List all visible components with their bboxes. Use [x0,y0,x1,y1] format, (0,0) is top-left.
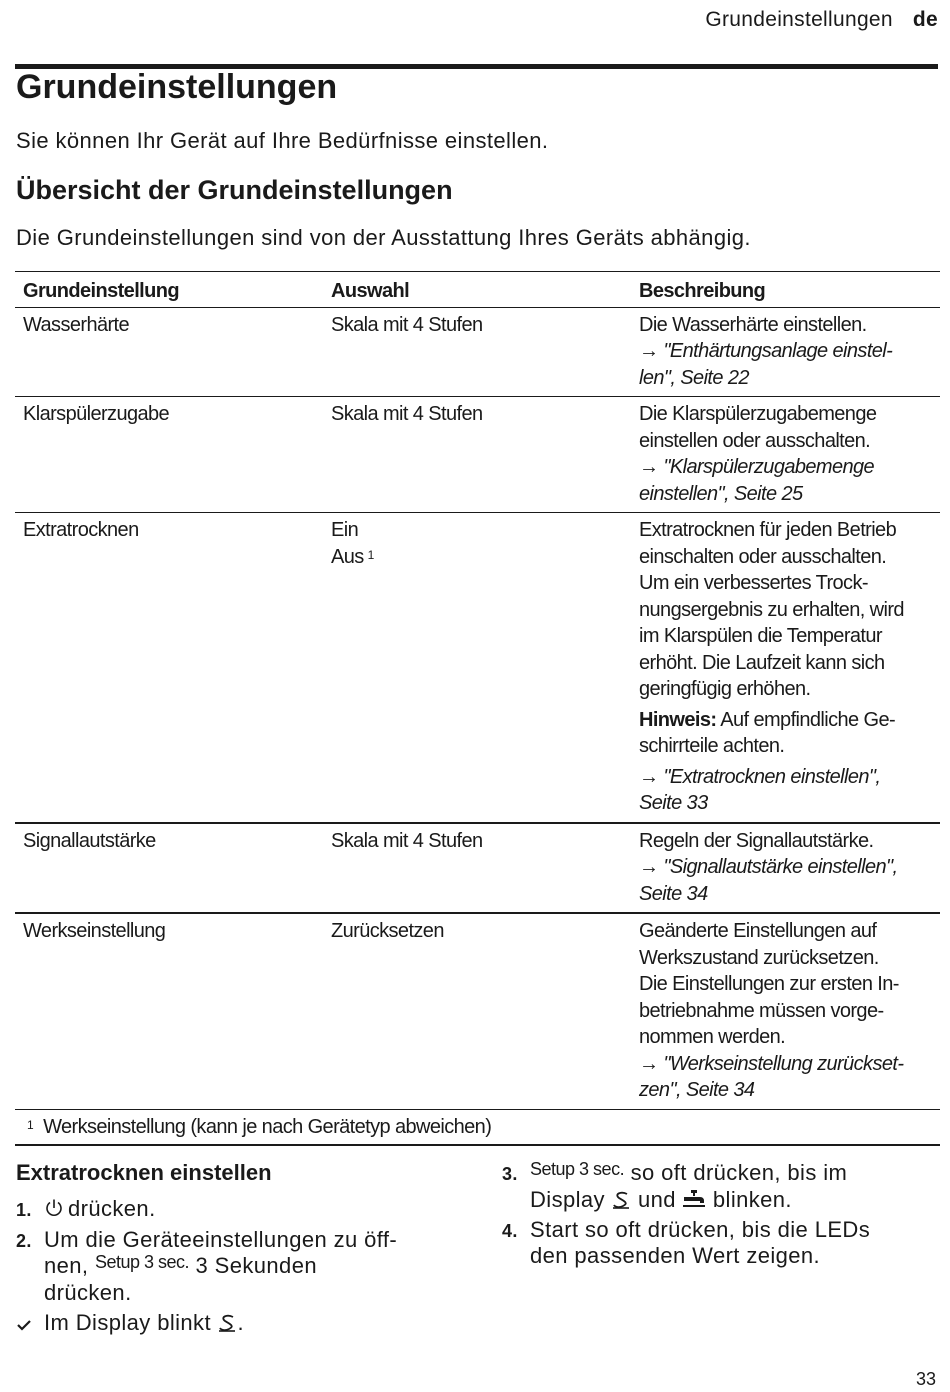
setting-name: Signallautstärke [23,829,156,852]
intro-text: Sie können Ihr Gerät auf Ihre Bedürfnisse einstellen. [16,128,549,153]
step-text: Um die Geräteeinstellungen zu öff- [44,1227,398,1252]
column-header: Auswahl [331,280,410,302]
cross-reference-link[interactable]: len", Seite 22 [639,366,749,389]
step-text-line [44,1196,456,1222]
cross-reference-link[interactable]: → "Extratrocknen einstellen", [639,765,881,788]
cross-reference-link[interactable]: → "Werkseinstellung zurückset- [639,1052,904,1075]
setting-choice: Skala mit 4 Stufen [331,829,483,852]
overview-intro: Die Grundeinstellungen sind von der Ausstattung Ihres Geräts abhängig. [16,225,751,250]
overview-title: Übersicht der Grundeinstellungen [16,175,453,205]
result-text: Im Display blinkt [44,1310,211,1335]
settings-table [15,271,940,1146]
table-row [15,307,940,397]
page-number: 33 [915,1369,936,1389]
header-section: Grundeinstellungen [705,8,893,31]
hint-note [639,707,936,734]
description-line: nungsergebnis zu erhalten, wird [639,598,904,621]
table-header-row [15,271,940,307]
procedure-result [16,1310,456,1337]
step-text: drücken. [68,1196,156,1221]
result-marker [16,1310,44,1337]
cross-reference-link[interactable]: → "Klarspülerzugabemenge [639,456,875,478]
description-line: Geänderte Einstellungen auf [639,920,877,942]
step-text: 3 Sekunden [195,1253,317,1278]
description-line: einschalten oder ausschalten. [639,545,887,568]
description-line: Die Einstellungen zur ersten In- [639,973,899,995]
table-footnote [15,1109,940,1147]
description-line: Werkszustand zurücksetzen. [639,946,879,969]
result-text-line [44,1310,456,1336]
start-button-label: Start [530,1217,579,1242]
cross-reference-link[interactable]: Seite 33 [639,792,708,814]
procedure-title: Extratrocknen einstellen [16,1160,272,1185]
description-line: einstellen oder ausschalten. [639,429,871,452]
description-line: im Klarspülen die Temperatur [639,625,882,647]
step-text: und [637,1187,676,1212]
procedure-right-column [502,1160,932,1273]
setting-choice: Skala mit 4 Stufen [331,403,483,425]
step-text: blinken. [712,1187,792,1212]
setting-name: Wasserhärte [23,313,130,336]
hint-text: schirrteile achten. [639,735,785,757]
setting-description [631,513,940,822]
description-line: Die Klarspülerzugabemenge [639,403,877,425]
footnote-text: Werkseinstellung (kann je nach Gerätetyp abweichen) [43,1115,492,1138]
footnote-marker: 1 [27,1117,34,1132]
setting-choice: Skala mit 4 Stufen [331,313,483,336]
choice-option: Ein [331,519,359,541]
setting-name: Werkseinstellung [23,920,166,942]
footnote-marker: 1 [367,547,374,562]
procedure-left-column [16,1160,456,1341]
procedure-step [16,1196,456,1223]
choice-option-label: Aus [331,545,364,568]
step-text-line [530,1160,932,1213]
rinse-aid-icon [611,1190,631,1210]
step-text-line [44,1227,456,1306]
description-line: Regeln der Signallautstärke. [639,829,874,852]
procedure-step [16,1227,456,1306]
cross-reference-link[interactable]: zen", Seite 34 [639,1079,755,1101]
setting-choice [323,513,631,822]
step-number: 3. [502,1164,518,1184]
step-number: 2. [16,1231,32,1251]
cross-reference-link[interactable]: → "Signallautstärke einstellen", [639,856,898,878]
choice-option [331,544,623,571]
setup-button-label: Setup 3 sec. [94,1252,190,1272]
hint-text: Auf empfindliche Ge- [720,708,896,731]
cross-reference-link[interactable]: → "Enthärtungsanlage einstel- [639,340,893,362]
setting-description [631,308,940,397]
column-header: Grundeinstellung [23,280,179,302]
setup-button-label: Setup 3 sec. [530,1159,625,1179]
cross-reference-link[interactable]: einstellen", Seite 25 [639,482,803,505]
result-text-end: . [237,1310,244,1335]
power-icon [44,1198,64,1218]
step-number: 4. [502,1221,518,1241]
step-text: drücken. [44,1280,132,1305]
setting-description [631,397,940,512]
header-language: de [912,8,938,31]
description-line: geringfügig erhöhen. [639,678,811,700]
check-icon [16,1318,32,1332]
step-text: so oft drücken, bis die LEDs [584,1217,871,1242]
setting-description [631,914,940,1109]
setting-name: Extratrocknen [23,519,139,541]
hint-label: Hinweis: [639,708,717,731]
step-number: 1. [16,1200,32,1220]
running-header [705,8,938,32]
table-row [15,822,940,913]
procedure-step [502,1217,932,1269]
step-text: nen, [44,1253,89,1278]
page-title: Grundeinstellungen [16,68,338,106]
description-line: Die Wasserhärte einstellen. [639,313,867,336]
table-row [15,396,940,512]
rinse-aid-icon [217,1313,237,1333]
tap-icon [682,1189,706,1209]
table-row [15,912,940,1109]
column-header: Beschreibung [639,280,766,302]
step-text-line [530,1217,932,1269]
setting-name: Klarspülerzugabe [23,403,170,425]
setting-choice: Zurücksetzen [331,920,444,942]
description-line: nommen werden. [639,1026,786,1048]
step-text: so oft drücken, bis im [630,1160,848,1185]
step-text: Display [530,1187,605,1212]
step-text: den passenden Wert zeigen. [530,1243,821,1268]
procedure-step [502,1160,932,1213]
description-line: betriebnahme müssen vorge- [639,999,884,1022]
setting-description [631,824,940,913]
cross-reference-link[interactable]: Seite 34 [639,882,708,905]
description-line: Um ein verbessertes Trock- [639,572,868,594]
description-line: Extratrocknen für jeden Betrieb [639,519,897,541]
table-row [15,512,940,822]
description-line: erhöht. Die Laufzeit kann sich [639,651,885,674]
